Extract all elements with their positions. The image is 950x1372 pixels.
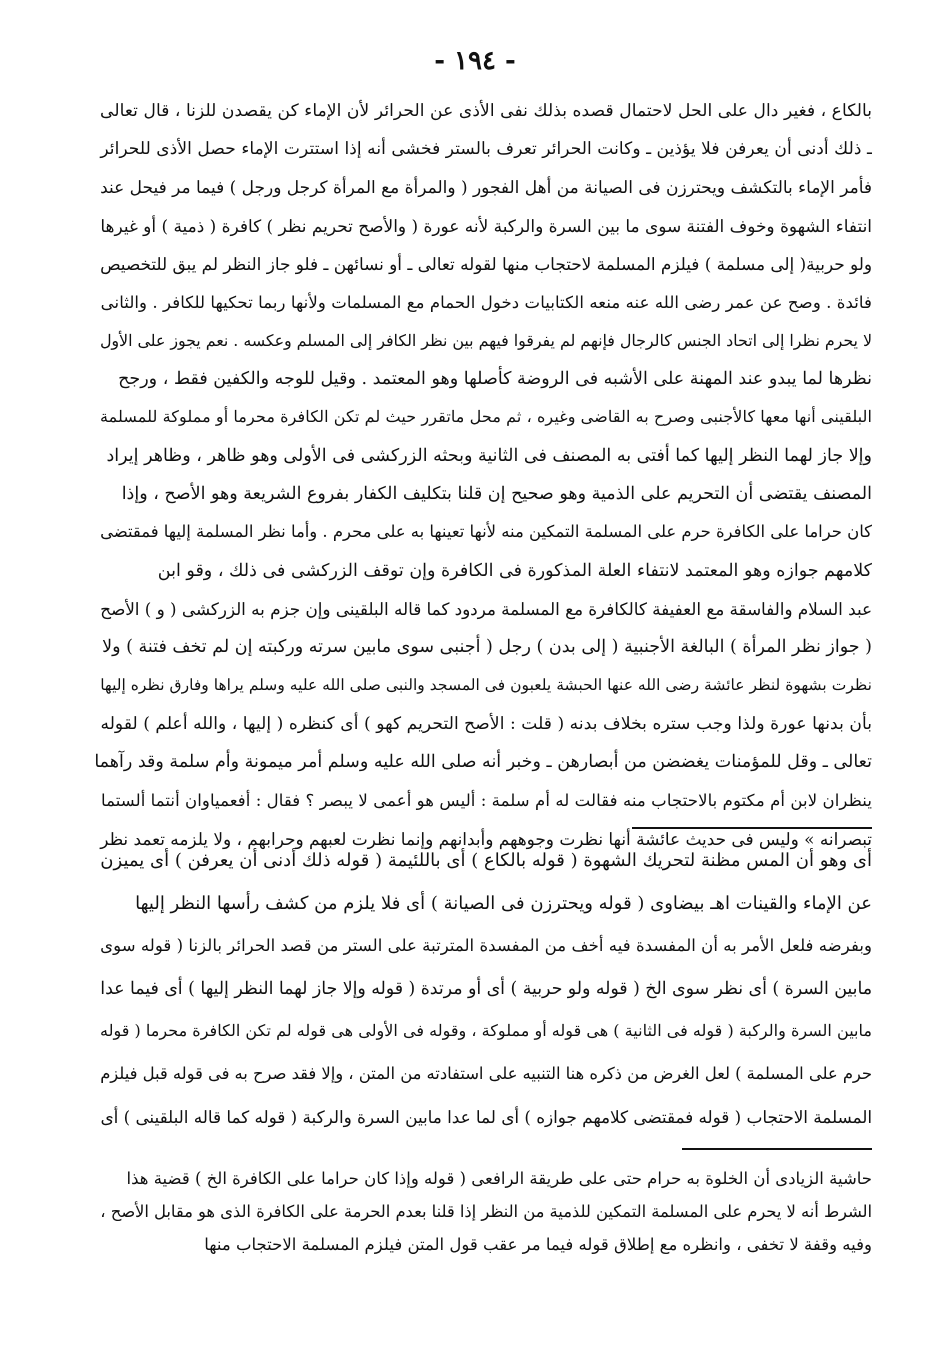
footnote-line: حاشية الزيادى أن الخلوة به حرام حتى على طريقة الرافعى ( قوله وإذا كان حراما على الكافرة الخ ) قضية هذا	[126, 1169, 872, 1188]
main-text-line: بأن بدنها عورة ولذا وجب ستره بخلاف بدنه ( قلت : الأصح التحريم كهو ) أى كنظره ( إليها ، والله أعلم ) لقوله	[100, 713, 872, 734]
commentary-line: مابين السرة ) أى نظر سوى الخ ( قوله ولو حربية ) أى أو مرتدة ( قوله وإلا جاز لهما النظر إليها ) أى فيما عدا	[100, 978, 872, 999]
main-text-line: انتفاء الشهوة وخوف الفتنة سوى ما بين السرة والركبة لأنه عورة ( والأصح تحريم نظر ) كافرة ( ذمية ) أو غيرها	[100, 215, 872, 236]
main-text-line: كلامهم جوازه وهو المعتمد لانتفاء العلة المذكورة فى الكافرة وإن توقف الزركشى فى ذلك ، وقو ابن	[157, 560, 872, 581]
main-text-line: عبد السلام والفاسقة مع العفيفة كالكافرة مع المسلمة مردود كما قاله البلقينى وإن جزم به الزركشى ( و ) الأصح	[100, 598, 872, 619]
commentary-line: المسلمة الاحتجاب ( قوله فمقتضى كلامهم جوازه ) أى لما عدا مابين السرة والركبة ( قوله كما قاله البلقينى ) أى	[100, 1106, 872, 1127]
section-divider	[632, 827, 872, 829]
main-text-line: المصنف يقتضى أن التحريم على الذمية وهو صحيح إن قلنا بتكليف الكفار بفروع الشريعة وهو الأصح ، وإذا	[121, 483, 872, 504]
main-text-line: كان حراما على الكافرة حرم على المسلمة التمكين منه لأنها تعينها به على محرم . وأما نظر المسلمة إليها فمقتضى	[100, 522, 872, 542]
commentary-line: عن الإماء والقينات اهـ بيضاوى ( قوله ويحترزن فى الصيانة ) أى فلا يلزم من كشف رأسها النظر إليها	[135, 892, 872, 914]
commentary-line: حرم على المسلمة ) لعل الغرض من ذكره هنا التنبيه على استفادته من المتن ، وإلا فقد صرح به فى قوله قبل فيلزم	[100, 1063, 872, 1083]
footnote-line: الشرط أنه لا يحرم على المسلمة التمكين للذمية من النظر إذا قلنا بعدم الحرمة على الكافرة الذى هو مقابل الأصح ،	[100, 1202, 872, 1221]
main-text-line: ( جواز نظر المرأة ) البالغة الأجنبية ( إلى بدن ) رجل ( أجنبى سوى مابين سرته وركبته إن لم تخف فتنة ) ولا	[102, 637, 872, 658]
main-text-line: نظرت بشهوة لنظر عائشة رضى الله عنها الحبشة يلعبون فى المسجد والنبى صلى الله عليه وسلم يراها وفارق نظره إليها	[100, 676, 872, 695]
main-text-line: ينظران لابن أم مكتوم بالاحتجاب منه فقالت له أم سلمة : أليس هو أعمى لا يبصر ؟ فقال : أفعمياوان أنتما ألستما	[100, 790, 872, 811]
commentary-line: وبفرضه فلعل الأمر به أن المفسدة فيه أخف من المفسدة المترتبة على الستر من قصد الحرائر بالزنا ( قوله سوى	[100, 936, 872, 956]
main-text-line: فائدة . وصح عن عمر رضى الله عنه منعه الكتابيات دخول الحمام مع المسلمات ولأنها ربما تحكيها للكافر . والثانى	[100, 292, 872, 313]
main-text-line: ولو حربية( إلى مسلمة ) فيلزم المسلمة لاحتجاب منها لقوله تعالى ـ أو نسائهن ـ فلو جاز النظر لم يبق للتخصيص	[100, 254, 872, 275]
main-text-line: بالكاع ، فغير دال على الحل لاحتمال قصده بذلك نفى الأذى عن الحرائر لأن الإماء كن يقصدن للزنا ، قال تعالى	[100, 101, 872, 121]
footnote-divider	[682, 1148, 872, 1150]
main-text-line: نظرها لما يبدو عند المهنة على الأشبه فى الروضة كأصلها وهو المعتمد . وقيل للوجه والكفين فقط ، ورجح	[118, 369, 872, 390]
footnote-line: وفيه وقفة لا تخفى ، وانظره مع إطلاق قوله فيما مر عقب قول المتن فيلزم المسلمة الاحتجاب منها	[204, 1235, 872, 1254]
main-text-line: فأمر الإماء بالتكشف ويحترزن فى الصيانة من أهل الفجور ( والمرأة مع المرأة كرجل ورجل ) فيما مر فيحل عند	[100, 177, 872, 198]
commentary-line: مابين السرة والركبة ( قوله فى الثانية ) هى قوله أو مملوكة ، وقوله فى الأولى هى قوله لم تكن الكافرة محرما ( قوله	[99, 1021, 872, 1041]
main-text-line: تعالى ـ وقل للمؤمنات يغضضن من أبصارهن ـ وخبر أنه صلى الله عليه وسلم أمر ميمونة وأم سلمة وقد رآهما	[94, 752, 872, 773]
main-text-line: البلقينى أنها معها كالأجنبى وصرح به القاضى وغيره ، ثم محل ماتقرر حيث لم تكن الكافرة محرما أو مملوكة للمسلمة	[99, 407, 872, 427]
footnote-block	[92, 1162, 872, 1261]
commentary-line: أى وهو أن المس مظنة لتحريك الشهوة ( قوله بالكاع ) أى باللئيمة ( قوله ذلك أدنى أن يعرفن ) أى يميزن	[100, 850, 872, 871]
main-text-line: وإلا جاز لهما النظر إليها كما أفتى به المصنف فى الثانية وبحثه الزركشى فى الأولى وهو ظاهر ، وظاهر إيراد	[106, 445, 872, 466]
main-text-block	[92, 92, 872, 858]
main-text-line: لا يحرم نظرا إلى اتحاد الجنس كالرجال فإنهم لم يفرقوا فيهم بين نظر الكافر إلى المسلم وعكسه . نعم يجوز على الأول	[99, 330, 872, 350]
main-text-line: تبصرانه » وليس فى حديث عائشة أنها نظرت وجوههم وأبدانهم وإنما نظرت لعبهم وحرابهم ، ولا يلزمه تعمد نظر	[100, 828, 872, 849]
page-number: - ١٩٤ -	[434, 46, 516, 76]
commentary-block	[92, 840, 872, 1138]
main-text-line: ـ ذلك أدنى أن يعرفن فلا يؤذين ـ وكانت الحرائر تعرف بالستر فخشى أنه إذا استترت الإماء حصل الأذى للحرائر	[100, 139, 872, 160]
